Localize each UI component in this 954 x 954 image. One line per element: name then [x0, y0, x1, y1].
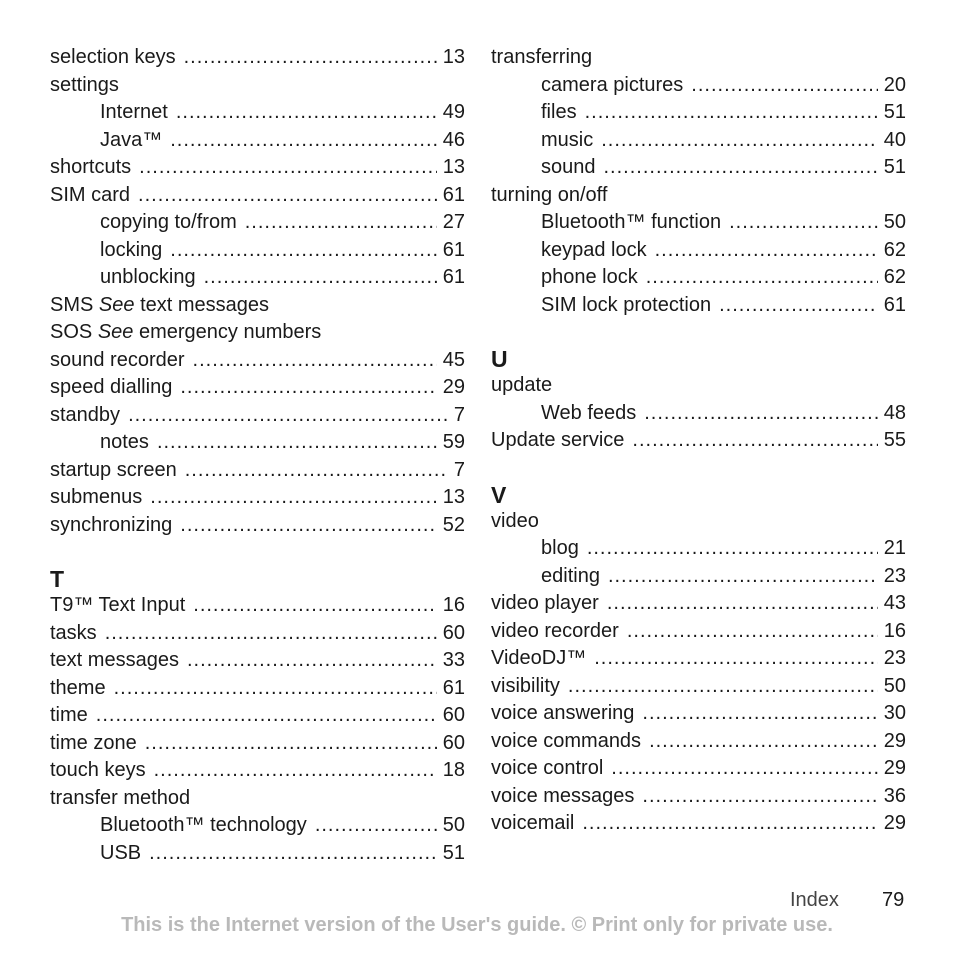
- index-entry: [491, 645, 906, 673]
- index-page-number: 29: [442, 376, 465, 398]
- index-entry: [491, 618, 906, 646]
- index-term: time: [50, 704, 88, 726]
- index-term: visibility: [491, 674, 560, 697]
- dot-leader: [646, 264, 878, 292]
- index-term: shortcuts: [50, 156, 132, 178]
- index-entry: [50, 620, 465, 648]
- index-page-number: 43: [883, 592, 906, 614]
- index-term: editing: [541, 564, 600, 587]
- index-entry: [50, 592, 465, 620]
- dot-leader: [176, 99, 437, 127]
- index-term: camera pictures: [541, 73, 684, 96]
- dot-leader: [145, 730, 437, 758]
- index-term: touch keys: [50, 759, 146, 781]
- index-subentry: [491, 264, 906, 292]
- index-page-number: 29: [883, 729, 906, 752]
- dot-leader: [105, 620, 437, 648]
- see-reference-label: See: [98, 293, 135, 316]
- dot-leader: [655, 237, 878, 265]
- index-term: voice control: [491, 757, 604, 779]
- index-entry: [50, 512, 465, 540]
- dot-leader: [691, 72, 877, 100]
- index-term-text: SOS: [50, 321, 93, 343]
- index-entry: [491, 427, 906, 455]
- index-entry: [50, 457, 465, 485]
- index-page-number: 61: [442, 183, 465, 206]
- index-column-right: [491, 44, 906, 838]
- index-term: copying to/from: [100, 211, 237, 233]
- index-page-number: 13: [442, 156, 465, 178]
- index-term: standby: [50, 403, 121, 426]
- index-page-number: 51: [883, 101, 906, 123]
- index-entry: [50, 757, 465, 785]
- dot-leader: [180, 512, 436, 540]
- dot-leader: [719, 292, 878, 320]
- index-page-number: 50: [883, 674, 906, 697]
- index-subentry: [491, 535, 906, 563]
- footer-page-number: 79: [882, 889, 905, 911]
- index-page-number: 23: [883, 647, 906, 669]
- index-column-left: [50, 44, 465, 867]
- index-entry: [50, 647, 465, 675]
- index-subentry: [50, 237, 465, 265]
- index-term: keypad lock: [541, 238, 647, 261]
- index-term: video player: [491, 592, 599, 614]
- index-subentry: [50, 127, 465, 155]
- index-page-number: 29: [883, 812, 906, 834]
- dot-leader: [601, 127, 878, 155]
- index-term: notes: [100, 431, 149, 453]
- index-page-number: 40: [883, 128, 906, 151]
- index-page-number: 51: [442, 841, 465, 864]
- index-term: SIM lock protection: [541, 293, 712, 316]
- index-subentry: [50, 812, 465, 840]
- index-term: unblocking: [100, 266, 196, 288]
- index-page-number: 13: [442, 486, 465, 508]
- index-page-number: 61: [442, 238, 465, 261]
- index-entry: [491, 700, 906, 728]
- index-page-number: 55: [883, 429, 906, 451]
- index-page-number: 23: [883, 564, 906, 587]
- index-subentry: [50, 264, 465, 292]
- index-term: time zone: [50, 731, 137, 754]
- index-page-number: 51: [883, 156, 906, 178]
- index-term: sound recorder: [50, 348, 185, 371]
- index-term: theme: [50, 676, 106, 699]
- index-term: voice commands: [491, 729, 642, 752]
- index-term: turning on/off: [491, 183, 608, 206]
- dot-leader: [315, 812, 437, 840]
- dot-leader: [150, 484, 436, 512]
- index-term: submenus: [50, 486, 143, 508]
- index-term: text messages: [50, 649, 179, 671]
- index-page-number: 60: [442, 621, 465, 644]
- index-page-number: 20: [883, 73, 906, 96]
- dot-leader: [138, 182, 437, 210]
- index-entry: [491, 590, 906, 618]
- index-term: video: [491, 509, 539, 532]
- dot-leader: [568, 673, 878, 701]
- index-entry: [50, 347, 465, 375]
- index-page-number: 36: [883, 784, 906, 807]
- index-subentry: [491, 127, 906, 155]
- index-page-number: 7: [453, 403, 465, 426]
- index-entry: [50, 182, 465, 210]
- index-subentry: [50, 99, 465, 127]
- index-page-number: 50: [883, 211, 906, 233]
- dot-leader: [632, 427, 877, 455]
- index-entry: [50, 72, 465, 100]
- index-entry: [491, 810, 906, 838]
- dot-leader: [193, 347, 437, 375]
- index-subentry: [491, 563, 906, 591]
- see-reference-label: See: [97, 321, 134, 343]
- index-term: SIM card: [50, 183, 131, 206]
- index-term: tasks: [50, 621, 97, 644]
- index-term: USB: [100, 841, 142, 864]
- index-letter-heading: U: [491, 346, 508, 372]
- index-page-number: 48: [883, 401, 906, 424]
- index-subentry: [50, 429, 465, 457]
- index-page-number: 33: [442, 649, 465, 671]
- index-entry: [491, 783, 906, 811]
- index-page-number: 60: [442, 731, 465, 754]
- dot-leader: [185, 457, 448, 485]
- index-entry: [50, 374, 465, 402]
- index-page-number: 27: [442, 211, 465, 233]
- index-page-number: 62: [883, 266, 906, 288]
- dot-leader: [157, 429, 437, 457]
- index-term: speed dialling: [50, 376, 173, 398]
- index-term: voice messages: [491, 784, 635, 807]
- index-term: synchronizing: [50, 513, 173, 536]
- see-reference-target: emergency numbers: [138, 321, 322, 343]
- dot-leader: [139, 154, 437, 182]
- index-entry: [491, 755, 906, 783]
- index-page-number: 49: [442, 101, 465, 123]
- dot-leader: [729, 209, 878, 237]
- index-term: transferring: [491, 46, 593, 68]
- index-page-number: 60: [442, 704, 465, 726]
- index-term: Internet: [100, 101, 168, 123]
- index-entry: [50, 402, 465, 430]
- index-entry: [491, 44, 906, 72]
- dot-leader: [585, 99, 878, 127]
- index-entry: [491, 673, 906, 701]
- index-subentry: [491, 400, 906, 428]
- dot-leader: [644, 400, 878, 428]
- dot-leader: [128, 402, 448, 430]
- index-entry: [50, 785, 465, 813]
- footer-notice: This is the Internet version of the User's guide. © Print only for private use.: [121, 914, 833, 936]
- dot-leader: [149, 840, 437, 868]
- index-subentry: [491, 72, 906, 100]
- index-entry: [50, 319, 465, 347]
- index-term: [50, 319, 321, 347]
- index-page-number: 21: [883, 537, 906, 559]
- index-term-text: SMS: [50, 293, 94, 316]
- index-term: T9™ Text Input: [50, 594, 186, 616]
- index-entry: [50, 484, 465, 512]
- index-page-number: 16: [442, 594, 465, 616]
- index-subentry: [491, 292, 906, 320]
- index-term: startup screen: [50, 458, 177, 481]
- dot-leader: [184, 44, 437, 72]
- dot-leader: [114, 675, 437, 703]
- dot-leader: [627, 618, 878, 646]
- dot-leader: [611, 755, 877, 783]
- dot-leader: [607, 590, 878, 618]
- index-entry: [50, 292, 465, 320]
- dot-leader: [245, 209, 437, 237]
- index-term: blog: [541, 537, 579, 559]
- dot-leader: [608, 563, 878, 591]
- index-page-number: 61: [883, 293, 906, 316]
- dot-leader: [154, 757, 437, 785]
- index-term: voice answering: [491, 702, 635, 724]
- index-entry: [491, 508, 906, 536]
- index-page-number: 50: [442, 814, 465, 836]
- index-subentry: [491, 237, 906, 265]
- index-page-number: 18: [442, 759, 465, 781]
- index-page-number: 52: [442, 513, 465, 536]
- dot-leader: [642, 700, 877, 728]
- index-term: voicemail: [491, 812, 575, 834]
- index-term: update: [491, 374, 553, 396]
- index-term: locking: [100, 238, 163, 261]
- dot-leader: [204, 264, 437, 292]
- index-entry: [50, 730, 465, 758]
- dot-leader: [582, 810, 877, 838]
- index-term: VideoDJ™: [491, 647, 587, 669]
- index-term: Web feeds: [541, 401, 637, 424]
- index-subentry: [491, 209, 906, 237]
- dot-leader: [649, 728, 878, 756]
- index-term: Java™: [100, 128, 163, 151]
- dot-leader: [96, 702, 437, 730]
- index-term: transfer method: [50, 786, 191, 809]
- index-entry: [491, 182, 906, 210]
- index-subentry: [491, 154, 906, 182]
- index-term: Bluetooth™ technology: [100, 814, 307, 836]
- index-letter-heading: T: [50, 566, 65, 592]
- index-entry: [50, 675, 465, 703]
- dot-leader: [594, 645, 878, 673]
- dot-leader: [193, 592, 436, 620]
- dot-leader: [587, 535, 878, 563]
- index-entry: [491, 728, 906, 756]
- index-subentry: [491, 99, 906, 127]
- dot-leader: [170, 127, 437, 155]
- index-page-number: 46: [442, 128, 465, 151]
- index-page-number: 45: [442, 348, 465, 371]
- index-entry: [491, 372, 906, 400]
- index-term: music: [541, 128, 594, 151]
- dot-leader: [642, 783, 877, 811]
- index-page-number: 59: [442, 431, 465, 453]
- index-term: Bluetooth™ function: [541, 211, 722, 233]
- index-entry: [50, 702, 465, 730]
- index-page-number: 30: [883, 702, 906, 724]
- dot-leader: [170, 237, 436, 265]
- footer-section-label: Index: [790, 889, 839, 911]
- index-term: [50, 292, 269, 320]
- index-entry: [50, 44, 465, 72]
- index-page-number: 61: [442, 676, 465, 699]
- index-entry: [50, 154, 465, 182]
- index-term: Update service: [491, 429, 625, 451]
- index-term: files: [541, 101, 577, 123]
- index-term: sound: [541, 156, 596, 178]
- index-page-number: 7: [453, 458, 465, 481]
- index-term: selection keys: [50, 46, 176, 68]
- index-page-number: 62: [883, 238, 906, 261]
- index-letter-heading: V: [491, 481, 507, 508]
- index-page-number: 13: [442, 46, 465, 68]
- see-reference-target: text messages: [140, 293, 270, 316]
- dot-leader: [180, 374, 436, 402]
- index-subentry: [50, 840, 465, 868]
- index-subentry: [50, 209, 465, 237]
- index-page-number: 61: [442, 266, 465, 288]
- index-page-number: 29: [883, 757, 906, 779]
- index-page-number: 16: [883, 619, 906, 642]
- index-term: phone lock: [541, 266, 638, 288]
- dot-leader: [604, 154, 878, 182]
- index-term: settings: [50, 73, 119, 96]
- dot-leader: [187, 647, 437, 675]
- index-term: video recorder: [491, 619, 619, 642]
